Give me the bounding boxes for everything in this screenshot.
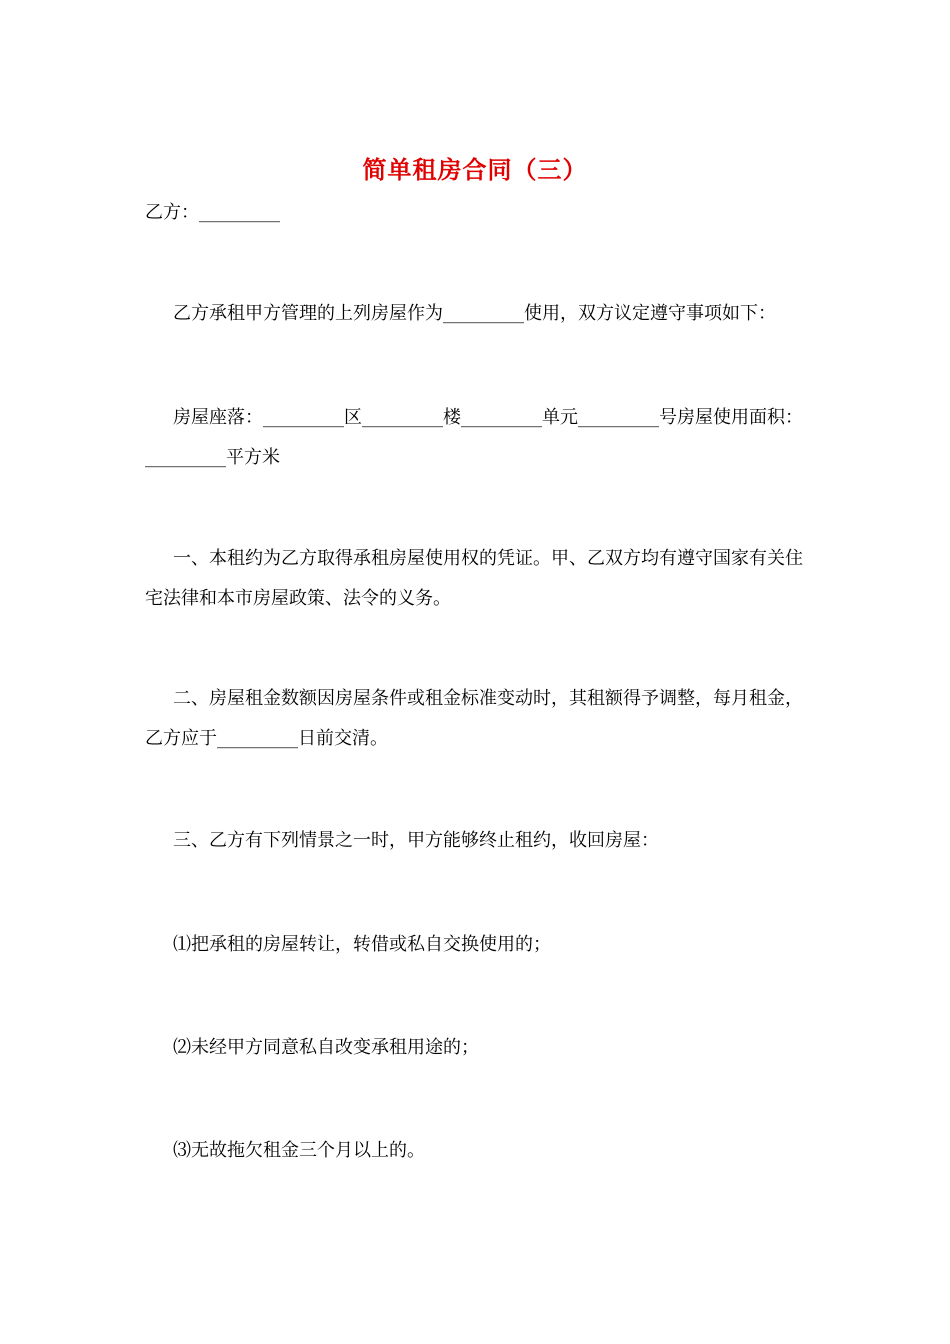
list-item: ⑶无故拖欠租金三个月以上的。 [173, 1140, 425, 1161]
list-item: ⑵未经甲方同意私自改变承租用途的； [173, 1037, 479, 1058]
clause-3-paragraph: 三、乙方有下列情景之一时，甲方能够终止租约，收回房屋： [173, 830, 659, 851]
party-b-line: 乙方：_________ [145, 202, 280, 223]
intro-paragraph: 乙方承租甲方管理的上列房屋作为_________使用，双方议定遵守事项如下： [173, 303, 776, 324]
document-title: 简单租房合同（三） [362, 155, 588, 184]
clause-1-paragraph: 一、本租约为乙方取得承租房屋使用权的凭证。甲、乙双方均有遵守国家有关住宅法律和本市房屋政策、法令的义务。 [145, 548, 803, 609]
location-paragraph: 房屋座落：_________区_________楼_________单元_________号房屋使用面积：_________平方米 [145, 407, 803, 468]
list-item: ⑴把承租的房屋转让，转借或私自交换使用的； [173, 934, 551, 955]
clause-2-paragraph: 二、房屋租金数额因房屋条件或租金标准变动时，其租额得予调整，每月租金，乙方应于_________日前交清。 [145, 688, 803, 749]
